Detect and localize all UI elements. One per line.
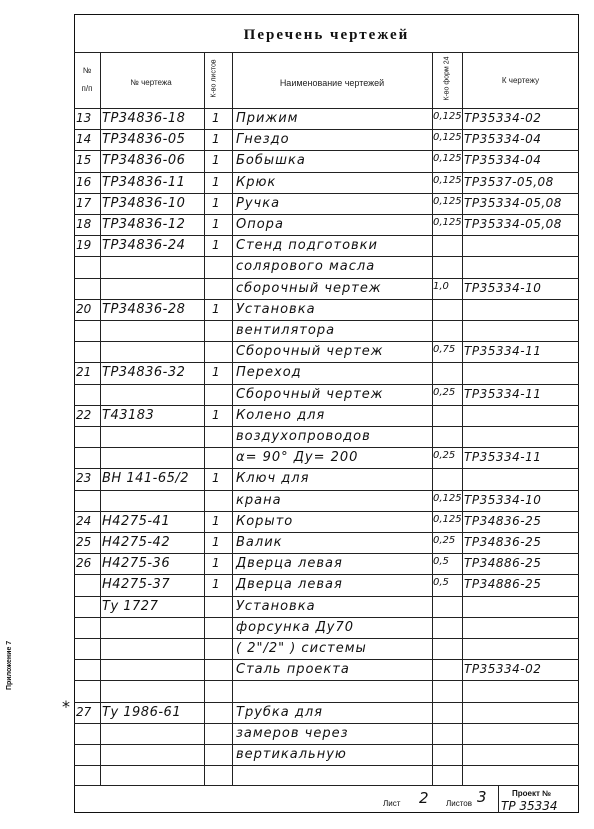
row-line [74, 278, 579, 279]
row-name-cell: Корыто [236, 514, 294, 529]
row-line [74, 553, 579, 554]
row-line [74, 299, 579, 300]
row-code-cell: ТР34836-32 [102, 365, 186, 380]
row-ref-cell: ТР35334-05,08 [464, 196, 562, 210]
row-ref-cell: ТР35334-05,08 [464, 217, 562, 231]
row-line [74, 341, 579, 342]
column-divider [232, 52, 233, 785]
row-name-cell: вертикальную [236, 747, 347, 762]
row-code-cell: ВН 141-65/2 [102, 471, 190, 486]
row-qty-cell: 0,125 [433, 153, 462, 164]
row-name-cell: крана [236, 493, 282, 508]
row-qty-cell: 0,75 [433, 344, 456, 355]
row-n-cell: 22 [76, 408, 92, 422]
row-name-cell: Гнездо [236, 132, 290, 147]
row-n-cell: 24 [76, 514, 92, 528]
row-qty-cell: 0,25 [433, 387, 456, 398]
sheets-value: 3 [477, 788, 487, 806]
row-qty-cell: 0,25 [433, 535, 456, 546]
row-name-cell: Установка [236, 599, 316, 614]
row-ref-cell: ТР34886-25 [464, 577, 542, 591]
row-code-cell: Н4275-36 [102, 556, 171, 571]
row-code-cell: ТР34836-12 [102, 217, 186, 232]
row-code-cell: ТР34836-05 [102, 132, 186, 147]
row-sh-cell: 1 [212, 132, 220, 146]
row-line [74, 702, 579, 703]
project-label: Проект № [512, 789, 552, 798]
row-name-cell: ( 2"/2" ) системы [236, 641, 367, 656]
row-n-cell: 17 [76, 196, 92, 210]
header-num-line2: п/п [81, 84, 93, 93]
page-title: Перечень чертежей [243, 27, 410, 43]
row-qty-cell: 1,0 [433, 281, 449, 292]
row-line [74, 468, 579, 469]
row-n-cell: 19 [76, 238, 92, 252]
row-name-cell: воздухопроводов [236, 429, 371, 444]
row-qty-cell: 0,125 [433, 493, 462, 504]
row-name-cell: вентилятора [236, 323, 336, 338]
row-line [74, 384, 579, 385]
row-line [74, 680, 579, 681]
row-name-cell: Колено для [236, 408, 326, 423]
row-qty-cell: 0,5 [433, 556, 449, 567]
row-line [74, 235, 579, 236]
row-line [74, 193, 579, 194]
row-code-cell: ТР34836-24 [102, 238, 186, 253]
row-sh-cell: 1 [212, 471, 220, 485]
row-code-cell: Н4275-41 [102, 514, 171, 529]
row-n-cell: 15 [76, 153, 92, 167]
row-code-cell: ТР34836-28 [102, 302, 186, 317]
sheet-label: Лист [383, 799, 401, 808]
row-name-cell: Дверца левая [236, 577, 343, 592]
row-sh-cell: 1 [212, 535, 220, 549]
row-line [74, 129, 579, 130]
row-name-cell: Дверца левая [236, 556, 343, 571]
row-n-cell: 25 [76, 535, 92, 549]
row-line [74, 320, 579, 321]
row-line [74, 150, 579, 151]
row-name-cell: Бобышка [236, 153, 306, 168]
row-qty-cell: 0,125 [433, 514, 462, 525]
row-code-cell: Т43183 [102, 408, 155, 423]
row-sh-cell: 1 [212, 365, 220, 379]
row-name-cell: Установка [236, 302, 316, 317]
row-line [74, 426, 579, 427]
row-ref-cell: ТР35334-11 [464, 387, 542, 401]
row-ref-cell: ТР35334-11 [464, 450, 542, 464]
row-name-cell: Стенд подготовки [236, 238, 378, 253]
row-n-cell: 20 [76, 302, 92, 316]
row-n-cell: 13 [76, 111, 92, 125]
row-ref-cell: ТР35334-04 [464, 153, 542, 167]
row-ref-cell: ТР3537-05,08 [464, 175, 554, 189]
row-qty-cell: 0,125 [433, 132, 462, 143]
row-name-cell: замеров через [236, 726, 349, 741]
row-code-cell: Ту 1986-61 [102, 705, 182, 720]
row-n-cell: 27 [76, 705, 92, 719]
row-name-cell: Сборочный чертеж [236, 387, 384, 402]
row-sh-cell: 1 [212, 175, 220, 189]
row-code-cell: Ту 1727 [102, 599, 159, 614]
row-name-cell: Валик [236, 535, 283, 550]
row-line [74, 490, 579, 491]
row-qty-cell: 0,125 [433, 175, 462, 186]
row-name-cell: Сборочный чертеж [236, 344, 384, 359]
row-name-cell: Переход [236, 365, 302, 380]
row-sh-cell: 1 [212, 238, 220, 252]
row-n-cell: 14 [76, 132, 92, 146]
row-code-cell: ТР34836-10 [102, 196, 186, 211]
row-code-cell: Н4275-42 [102, 535, 171, 550]
row-line [74, 596, 579, 597]
row-qty-cell: 0,125 [433, 196, 462, 207]
header-drawing-no: № чертежа [130, 78, 172, 87]
header-top-line [74, 52, 579, 53]
row-code-cell: ТР34836-06 [102, 153, 186, 168]
footer-divider [498, 785, 499, 813]
row-name-cell: Опора [236, 217, 284, 232]
row-sh-cell: 1 [212, 217, 220, 231]
row-ref-cell: ТР35334-02 [464, 111, 542, 125]
column-divider [204, 52, 205, 785]
row-qty-cell: 0,125 [433, 111, 462, 122]
row-qty-cell: 0,25 [433, 450, 456, 461]
row-ref-cell: ТР35334-11 [464, 344, 542, 358]
row-name-cell: Ключ для [236, 471, 310, 486]
footer-line [74, 785, 579, 786]
row-sh-cell: 1 [212, 408, 220, 422]
column-divider [462, 52, 463, 785]
row-n-cell: 26 [76, 556, 92, 570]
row-ref-cell: ТР35334-10 [464, 493, 542, 507]
row-code-cell: ТР34836-11 [102, 175, 186, 190]
row-code-cell: Н4275-37 [102, 577, 171, 592]
row-line [74, 447, 579, 448]
row-name-cell: сборочный чертеж [236, 281, 382, 296]
row-line [74, 362, 579, 363]
sheets-label: Листов [446, 799, 472, 808]
row-sh-cell: 1 [212, 556, 220, 570]
header-bottom-line [74, 108, 579, 109]
row-line [74, 511, 579, 512]
row-name-cell: соляpового масла [236, 259, 376, 274]
row-name-cell: Сталь проекта [236, 662, 350, 677]
row-n-cell: 23 [76, 471, 92, 485]
row-name-cell: Ручка [236, 196, 281, 211]
row-line [74, 744, 579, 745]
row-name-cell: Крюк [236, 175, 277, 190]
row-sh-cell: 1 [212, 514, 220, 528]
row-ref-cell: ТР34836-25 [464, 514, 542, 528]
row-ref-cell: ТР35334-04 [464, 132, 542, 146]
row-name-cell: Трубка для [236, 705, 323, 720]
row-line [74, 532, 579, 533]
row-n-cell: 16 [76, 175, 92, 189]
row-ref-cell: ТР35334-10 [464, 281, 542, 295]
row-sh-cell: 1 [212, 196, 220, 210]
row-name-cell: форсунка Ду70 [236, 620, 355, 635]
header-name: Наименование чертежей [279, 78, 385, 88]
header-to-drawing: К чертежу [501, 76, 540, 85]
column-divider [100, 52, 101, 785]
row-line [74, 723, 579, 724]
row-sh-cell: 1 [212, 111, 220, 125]
row-qty-cell: 0,125 [433, 217, 462, 228]
row-line [74, 765, 579, 766]
row-sh-cell: 1 [212, 153, 220, 167]
side-annotation: Приложение 7 [6, 640, 13, 690]
row-ref-cell: ТР34836-25 [464, 535, 542, 549]
row-line [74, 617, 579, 618]
asterisk-marker: * [62, 697, 70, 716]
row-n-cell: 21 [76, 365, 92, 379]
row-ref-cell: ТР35334-02 [464, 662, 542, 676]
row-line [74, 659, 579, 660]
project-value: ТР 35334 [501, 799, 558, 813]
row-line [74, 172, 579, 173]
row-name-cell: Прижим [236, 111, 299, 126]
row-line [74, 405, 579, 406]
row-sh-cell: 1 [212, 577, 220, 591]
row-line [74, 574, 579, 575]
row-line [74, 638, 579, 639]
header-sheets: К-во листов [210, 59, 218, 98]
header-num-line1: № [82, 66, 92, 75]
row-line [74, 214, 579, 215]
row-qty-cell: 0,5 [433, 577, 449, 588]
row-line [74, 256, 579, 257]
row-name-cell: α= 90° Ду= 200 [236, 450, 359, 465]
row-ref-cell: ТР34886-25 [464, 556, 542, 570]
row-n-cell: 18 [76, 217, 92, 231]
row-sh-cell: 1 [212, 302, 220, 316]
header-forms: К-во форм 24 [443, 56, 451, 101]
sheet-value: 2 [419, 789, 429, 807]
row-code-cell: ТР34836-18 [102, 111, 186, 126]
